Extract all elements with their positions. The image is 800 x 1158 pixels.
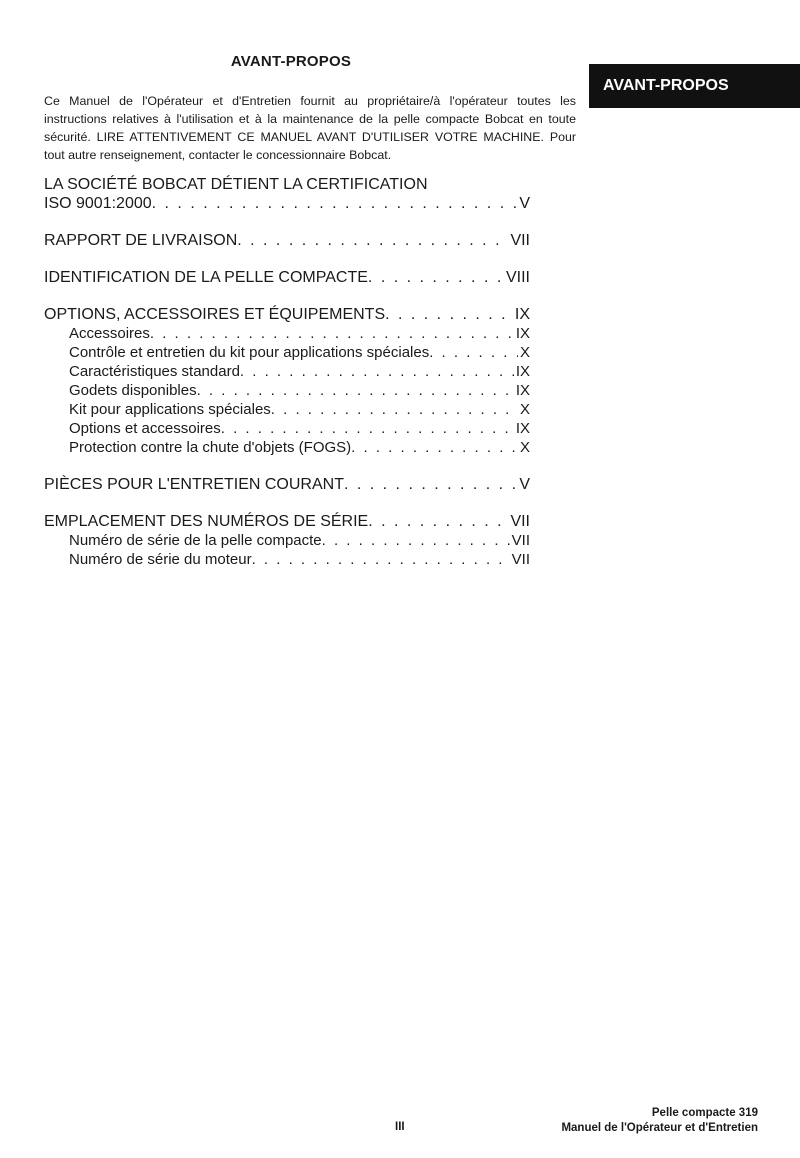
dot-leader <box>344 475 517 494</box>
toc-page-number: VIII <box>505 269 530 286</box>
dot-leader <box>351 438 518 457</box>
toc-entry-certification[interactable] <box>44 194 530 213</box>
toc-group-emplacement <box>44 512 530 569</box>
toc-page-number: VII <box>510 513 530 530</box>
toc-entry-label: Numéro de série du moteur <box>69 551 252 568</box>
toc-group-options <box>44 305 530 457</box>
toc-entry-label: Contrôle et entretien du kit pour applications spéciales <box>69 344 430 361</box>
footer-product-info <box>561 1106 758 1136</box>
toc-entry-label: Kit pour applications spéciales <box>69 401 271 418</box>
toc-entry-label: RAPPORT DE LIVRAISON <box>44 232 238 249</box>
toc-entry-label: EMPLACEMENT DES NUMÉROS DE SÉRIE <box>44 513 369 530</box>
toc-page-number: IX <box>515 420 530 437</box>
toc-group-identification <box>44 268 530 287</box>
toc-group-certification <box>44 175 530 213</box>
toc-page-number: IX <box>515 382 530 399</box>
toc-entry-label: Accessoires <box>69 325 150 342</box>
toc-group-rapport <box>44 231 530 250</box>
toc-entry-emplacement[interactable] <box>44 512 530 531</box>
toc-page-number: IX <box>515 363 530 380</box>
dot-leader <box>368 268 504 287</box>
toc-subentry-numero-serie-pelle[interactable] <box>44 531 530 550</box>
toc-entry-label: Godets disponibles <box>69 382 197 399</box>
dot-leader <box>150 324 514 343</box>
toc-entry-label: ISO 9001:2000 <box>44 195 152 212</box>
toc-subentry-accessoires[interactable] <box>44 324 530 343</box>
toc-subentry-controle-entretien-kit[interactable] <box>44 343 530 362</box>
dot-leader <box>368 512 508 531</box>
intro-paragraph: Ce Manuel de l'Opérateur et d'Entretien fournit au propriétaire/à l'opérateur toutes les instructions relatives à l'utilisation et à la maintenance de la pelle compacte Bobcat en toute sécurité. LIRE ATTENTIVEMENT CE MANUEL AVANT D'UTILISER VOTRE MACHINE. Pour tout autre renseignement, contacter le concessionnaire Bobcat. <box>44 94 576 162</box>
section-tab: AVANT-PROPOS <box>589 64 800 108</box>
toc-page-number: IX <box>515 325 530 342</box>
toc-page-number: VII <box>511 551 530 568</box>
dot-leader <box>385 305 513 324</box>
toc-subentry-godets-disponibles[interactable] <box>44 381 530 400</box>
toc-subentry-kit-applications-speciales[interactable] <box>44 400 530 419</box>
toc-entry-pieces[interactable] <box>44 475 530 494</box>
dot-leader <box>152 194 518 213</box>
dot-leader <box>252 550 510 569</box>
toc-entry-certification-line1: LA SOCIÉTÉ BOBCAT DÉTIENT LA CERTIFICATION <box>44 176 428 193</box>
toc-entry-label: PIÈCES POUR L'ENTRETIEN COURANT <box>44 476 344 493</box>
toc-entry-label: Protection contre la chute d'objets (FOGS) <box>69 439 352 456</box>
dot-leader <box>271 400 518 419</box>
toc-page-number: IX <box>514 306 530 323</box>
page-title: AVANT-PROPOS <box>230 53 352 70</box>
toc-subentry-protection-fogs[interactable] <box>44 438 530 457</box>
toc-subentry-numero-serie-moteur[interactable] <box>44 550 530 569</box>
toc-group-pieces <box>44 475 530 494</box>
toc-entry-label: OPTIONS, ACCESSOIRES ET ÉQUIPEMENTS <box>44 306 386 323</box>
dot-leader <box>237 231 508 250</box>
dot-leader <box>429 343 518 362</box>
toc-entry-label: Caractéristiques standard <box>69 363 240 380</box>
toc-page-number: VII <box>510 232 530 249</box>
toc-page-number: X <box>519 401 530 418</box>
toc-page-number: VII <box>511 532 530 549</box>
toc-page-number: X <box>519 344 530 361</box>
toc-entry-options[interactable] <box>44 305 530 324</box>
toc-subentry-caracteristiques-standard[interactable] <box>44 362 530 381</box>
toc-subentry-options-accessoires[interactable] <box>44 419 530 438</box>
toc-page-number: V <box>519 476 530 493</box>
toc-page-number: X <box>519 439 530 456</box>
toc-entry-rapport[interactable] <box>44 231 530 250</box>
toc-entry-label: Options et accessoires <box>69 420 221 437</box>
toc-entry-label: Numéro de série de la pelle compacte <box>69 532 322 549</box>
toc-entry-identification[interactable] <box>44 268 530 287</box>
dot-leader <box>240 362 514 381</box>
page-number: III <box>395 1121 405 1133</box>
footer-product: Pelle compacte 319 <box>651 1107 758 1119</box>
toc-page-number: V <box>519 195 530 212</box>
footer-manual: Manuel de l'Opérateur et d'Entretien <box>561 1122 758 1134</box>
dot-leader <box>197 381 514 400</box>
toc-entry-label: IDENTIFICATION DE LA PELLE COMPACTE <box>44 269 368 286</box>
table-of-contents <box>44 175 530 587</box>
dot-leader <box>221 419 514 438</box>
dot-leader <box>322 531 510 550</box>
